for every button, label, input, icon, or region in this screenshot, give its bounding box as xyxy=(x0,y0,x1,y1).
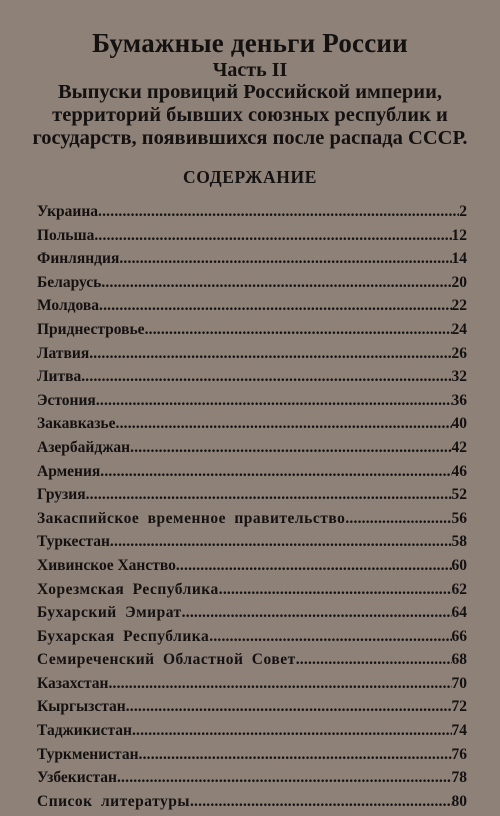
toc-entry-bibliography xyxy=(37,793,467,816)
toc-leader xyxy=(345,510,451,528)
toc-entry-name: Азербайджан xyxy=(37,438,131,456)
toc-leader xyxy=(219,581,452,599)
toc-entry-lithuania xyxy=(37,368,467,392)
toc-leader xyxy=(108,675,451,693)
toc-leader xyxy=(126,698,452,716)
toc-entry-name: Узбекистан xyxy=(37,769,117,787)
toc-entry-page: 74 xyxy=(451,722,467,740)
toc-leader xyxy=(110,533,452,551)
toc-entry-latvia xyxy=(37,345,467,369)
toc-entry-name: Молдова xyxy=(37,297,99,315)
toc-entry-page: 52 xyxy=(451,486,467,504)
toc-entry-name: Семиреченский Областной Совет xyxy=(37,651,296,669)
toc-entry-semirechye-council xyxy=(37,651,467,675)
toc-entry-finland xyxy=(37,250,467,274)
toc-entry-moldova xyxy=(37,297,467,321)
book-title: Бумажные деньги России xyxy=(92,28,408,58)
toc-entry-page: 76 xyxy=(451,745,467,763)
toc-leader xyxy=(99,297,452,315)
toc-entry-page: 46 xyxy=(451,462,467,480)
toc-entry-kyrgyzstan xyxy=(37,698,467,722)
toc-leader xyxy=(86,486,452,504)
toc-entry-khiva-khanate xyxy=(37,557,467,581)
toc-leader xyxy=(100,463,451,481)
toc-entry-name: Туркменистан xyxy=(37,745,139,763)
toc-leader xyxy=(101,274,451,292)
toc-entry-page: 22 xyxy=(451,297,467,315)
book-subtitle: Выпуски провиций Российской империи, территорий бывших союзных республик и государств, появившихся после распада СССР. xyxy=(32,81,468,149)
toc-leader xyxy=(139,746,452,764)
part-label: Часть II xyxy=(212,59,288,81)
toc-entry-turkmenistan xyxy=(37,746,467,770)
toc-entry-page: 56 xyxy=(451,509,467,527)
toc-entry-name: Туркестан xyxy=(37,533,110,551)
toc-entry-page: 60 xyxy=(451,556,467,574)
toc-leader xyxy=(209,628,451,646)
toc-entry-page: 24 xyxy=(451,320,467,338)
toc-entry-name: Латвия xyxy=(37,344,90,362)
toc-entry-name: Закавказье xyxy=(37,415,116,433)
toc-leader xyxy=(182,604,452,622)
toc-entry-page: 2 xyxy=(459,203,467,220)
toc-entry-name: Список литературы xyxy=(37,792,190,810)
toc-entry-name: Казахстан xyxy=(37,674,109,692)
toc-leader xyxy=(117,769,452,787)
toc-entry-page: 78 xyxy=(451,769,467,787)
toc-entry-page: 26 xyxy=(451,344,467,362)
toc-entry-page: 20 xyxy=(451,273,467,291)
toc-entry-azerbaijan xyxy=(37,439,467,463)
toc-entry-page: 80 xyxy=(451,792,467,810)
toc-leader xyxy=(119,250,451,268)
toc-entry-page: 32 xyxy=(451,368,467,386)
toc-entry-name: Бухарская Республика xyxy=(37,627,210,645)
toc-entry-page: 72 xyxy=(451,698,467,716)
toc-entry-name: Бухарский Эмират xyxy=(37,604,182,622)
toc-entry-page: 62 xyxy=(451,580,467,598)
toc-entry-name: Хорезмская Республика xyxy=(37,580,219,598)
toc-entry-ukraine xyxy=(37,203,467,227)
toc-entry-page: 12 xyxy=(451,226,467,244)
toc-entry-name: Кыргызстан xyxy=(37,698,126,716)
toc-entry-georgia xyxy=(37,486,467,510)
toc-entry-khorezm-republic xyxy=(37,581,467,605)
toc-entry-name: Приднестровье xyxy=(37,320,145,338)
toc-entry-name: Украина xyxy=(37,203,99,220)
toc-entry-page: 68 xyxy=(451,651,467,669)
toc-entry-belarus xyxy=(37,274,467,298)
toc-entry-transcaucasia xyxy=(37,415,467,439)
toc-entry-page: 36 xyxy=(451,391,467,409)
toc-entry-transnistria xyxy=(37,321,467,345)
toc-entry-tajikistan xyxy=(37,722,467,746)
toc-entry-page: 42 xyxy=(451,438,467,456)
toc-leader xyxy=(130,439,451,457)
toc-entry-name: Закаспийское временное правительство xyxy=(37,509,346,527)
toc-leader xyxy=(176,557,452,575)
toc-leader xyxy=(296,651,452,669)
toc-leader xyxy=(96,392,452,410)
toc-entry-name: Армения xyxy=(37,462,101,480)
toc-entry-name: Финляндия xyxy=(37,250,120,268)
toc-leader xyxy=(116,415,452,433)
toc-entry-turkestan xyxy=(37,533,467,557)
toc-entry-name: Грузия xyxy=(37,486,86,504)
toc-leader xyxy=(190,793,452,811)
toc-leader xyxy=(89,345,451,363)
toc-entry-kazakhstan xyxy=(37,675,467,699)
toc-entry-page: 58 xyxy=(451,533,467,551)
toc-entry-name: Таджикистан xyxy=(37,722,132,740)
contents-heading: СОДЕРЖАНИЕ xyxy=(182,167,317,187)
toc-entry-uzbekistan xyxy=(37,769,467,793)
toc-leader xyxy=(145,321,452,339)
toc-entry-page: 66 xyxy=(451,627,467,645)
toc-entry-name: Беларусь xyxy=(37,273,102,291)
toc-entry-bukhara-republic xyxy=(37,628,467,652)
table-of-contents xyxy=(37,203,467,816)
toc-entry-armenia xyxy=(37,463,467,487)
toc-entry-page: 64 xyxy=(451,604,467,622)
toc-leader xyxy=(94,227,451,245)
toc-leader xyxy=(81,368,451,386)
toc-entry-name: Эстония xyxy=(37,391,96,409)
toc-entry-poland xyxy=(37,227,467,251)
toc-entry-bukhara-emirate xyxy=(37,604,467,628)
toc-entry-name: Хивинское Ханство xyxy=(37,556,176,574)
toc-entry-transcaspian-government xyxy=(37,510,467,534)
toc-leader xyxy=(98,203,459,221)
toc-entry-name: Польша xyxy=(37,226,95,244)
toc-entry-estonia xyxy=(37,392,467,416)
toc-entry-name: Литва xyxy=(37,368,82,386)
toc-entry-page: 70 xyxy=(451,674,467,692)
toc-entry-page: 14 xyxy=(451,250,467,268)
toc-entry-page: 40 xyxy=(451,415,467,433)
